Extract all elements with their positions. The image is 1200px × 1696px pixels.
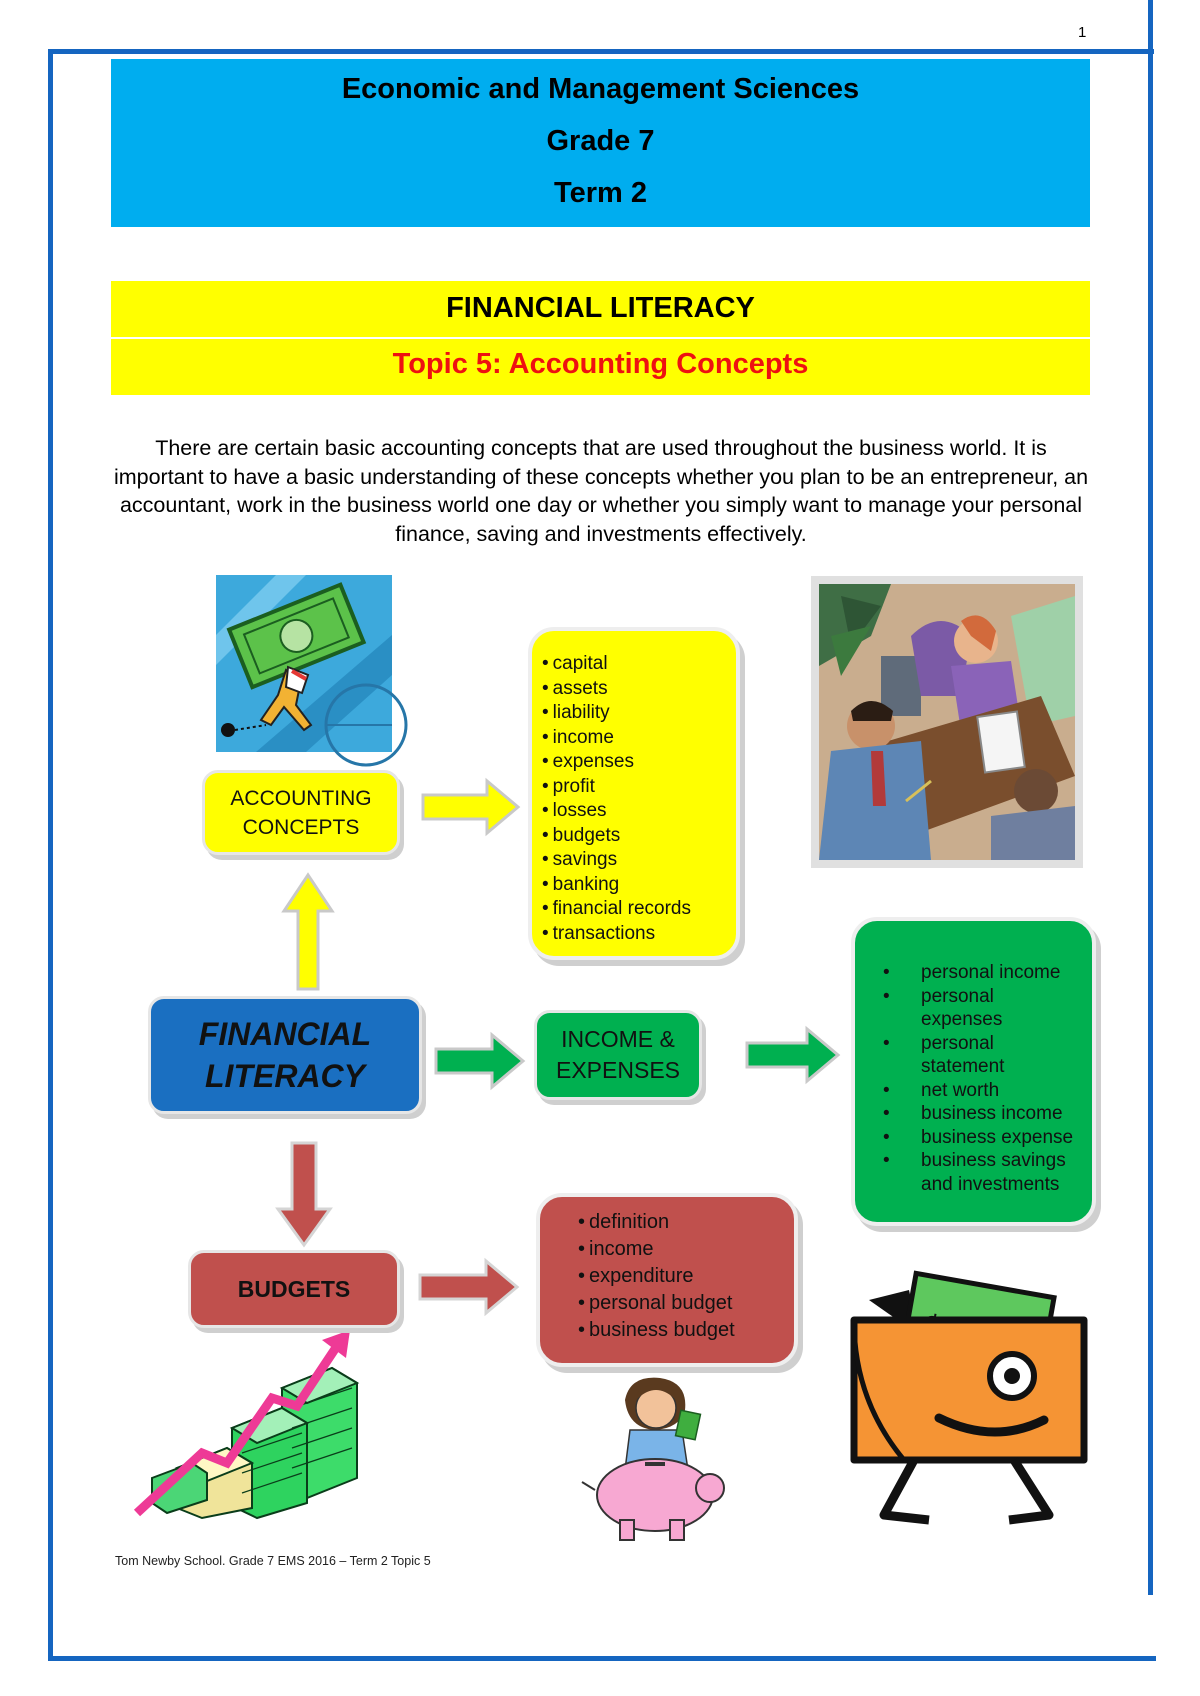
- piggy-bank-girl-clipart: [570, 1370, 740, 1545]
- business-meeting-clipart: [811, 576, 1083, 868]
- income-expense-item: • personal expenses: [883, 985, 1080, 1032]
- arrow-right-to-budget-list: [418, 1257, 520, 1317]
- intro-paragraph: There are certain basic accounting concepts that are used throughout the business world. It is important to have a basic understanding of these concepts whether you plan to be an entrepreneur, an accountant, work in the business world one day or whether you simply want to manage your personal finance, saving and investments effectively.: [113, 436, 1089, 546]
- income-expense-item: • personal statement: [883, 1032, 1080, 1079]
- accounting-concept-item: • savings: [542, 848, 736, 873]
- topic-title: FINANCIAL LITERACY: [446, 292, 755, 324]
- accounting-concept-item: • budgets: [542, 824, 736, 849]
- accounting-concept-item: • expenses: [542, 750, 736, 775]
- accounting-concept-item: • profit: [542, 775, 736, 800]
- arrow-right-to-income: [434, 1031, 526, 1091]
- grade-label: Grade 7: [546, 124, 655, 157]
- topic-divider: [111, 337, 1090, 339]
- page-border-left: [48, 49, 53, 1661]
- page-border-right: [1148, 0, 1153, 1595]
- income-expenses-list: [851, 917, 1096, 1226]
- budget-item: • personal budget: [578, 1290, 794, 1317]
- page-number: 1: [1078, 24, 1087, 41]
- page-footer: Tom Newby School. Grade 7 EMS 2016 – Term 2 Topic 5: [115, 1554, 431, 1568]
- income-expense-item: • business income: [883, 1102, 1080, 1126]
- income-expenses-line2: EXPENSES: [556, 1057, 680, 1083]
- arrow-right-to-accounting-list: [421, 777, 521, 837]
- accounting-concept-item: • transactions: [542, 922, 736, 947]
- wallet-character-clipart: [844, 1280, 1094, 1527]
- arrow-up-to-accounting: [282, 873, 334, 989]
- accounting-concepts-line1: ACCOUNTING: [230, 786, 372, 810]
- budgets-list: [536, 1193, 798, 1367]
- accounting-concept-item: • losses: [542, 799, 736, 824]
- accounting-concept-item: • assets: [542, 677, 736, 702]
- budget-item: • income: [578, 1236, 794, 1263]
- financial-literacy-center-box: [148, 996, 422, 1114]
- money-carrier-clipart: [216, 575, 392, 752]
- budget-item: • expenditure: [578, 1263, 794, 1290]
- arrow-right-to-income-list: [745, 1025, 841, 1085]
- accounting-concept-item: • liability: [542, 701, 736, 726]
- accounting-concept-item: • income: [542, 726, 736, 751]
- term-label: Term 2: [554, 176, 647, 209]
- page-border-bottom: [48, 1656, 1156, 1661]
- header-banner: [111, 59, 1090, 227]
- topic-banner: [111, 281, 1090, 395]
- arrow-down-to-budgets: [276, 1141, 332, 1248]
- subject-title: Economic and Management Sciences: [341, 72, 860, 105]
- accounting-concept-item: • capital: [542, 652, 736, 677]
- financial-literacy-line1: FINANCIAL: [198, 1016, 372, 1052]
- accounting-concepts-box: [202, 770, 400, 855]
- financial-literacy-line2: LITERACY: [205, 1058, 365, 1094]
- income-expense-item: • net worth: [883, 1079, 1080, 1103]
- accounting-concepts-list: [528, 627, 740, 960]
- topic-subtitle: Topic 5: Accounting Concepts: [392, 348, 809, 380]
- income-expenses-box: [534, 1010, 702, 1100]
- budget-item: • business budget: [578, 1317, 794, 1344]
- income-expenses-line1: INCOME &: [561, 1026, 675, 1052]
- income-expense-item: • business savings and investments: [883, 1149, 1080, 1196]
- accounting-concept-item: • financial records: [542, 897, 736, 922]
- budgets-box: [188, 1250, 400, 1328]
- budgets-label: BUDGETS: [237, 1275, 351, 1302]
- budget-item: • definition: [578, 1209, 794, 1236]
- page-border-top: [48, 49, 1154, 54]
- money-growth-clipart: [132, 1328, 377, 1518]
- accounting-concept-item: • banking: [542, 873, 736, 898]
- income-expense-item: • business expense: [883, 1126, 1080, 1150]
- accounting-concepts-line2: CONCEPTS: [242, 815, 360, 839]
- income-expense-item: • personal income: [883, 961, 1080, 985]
